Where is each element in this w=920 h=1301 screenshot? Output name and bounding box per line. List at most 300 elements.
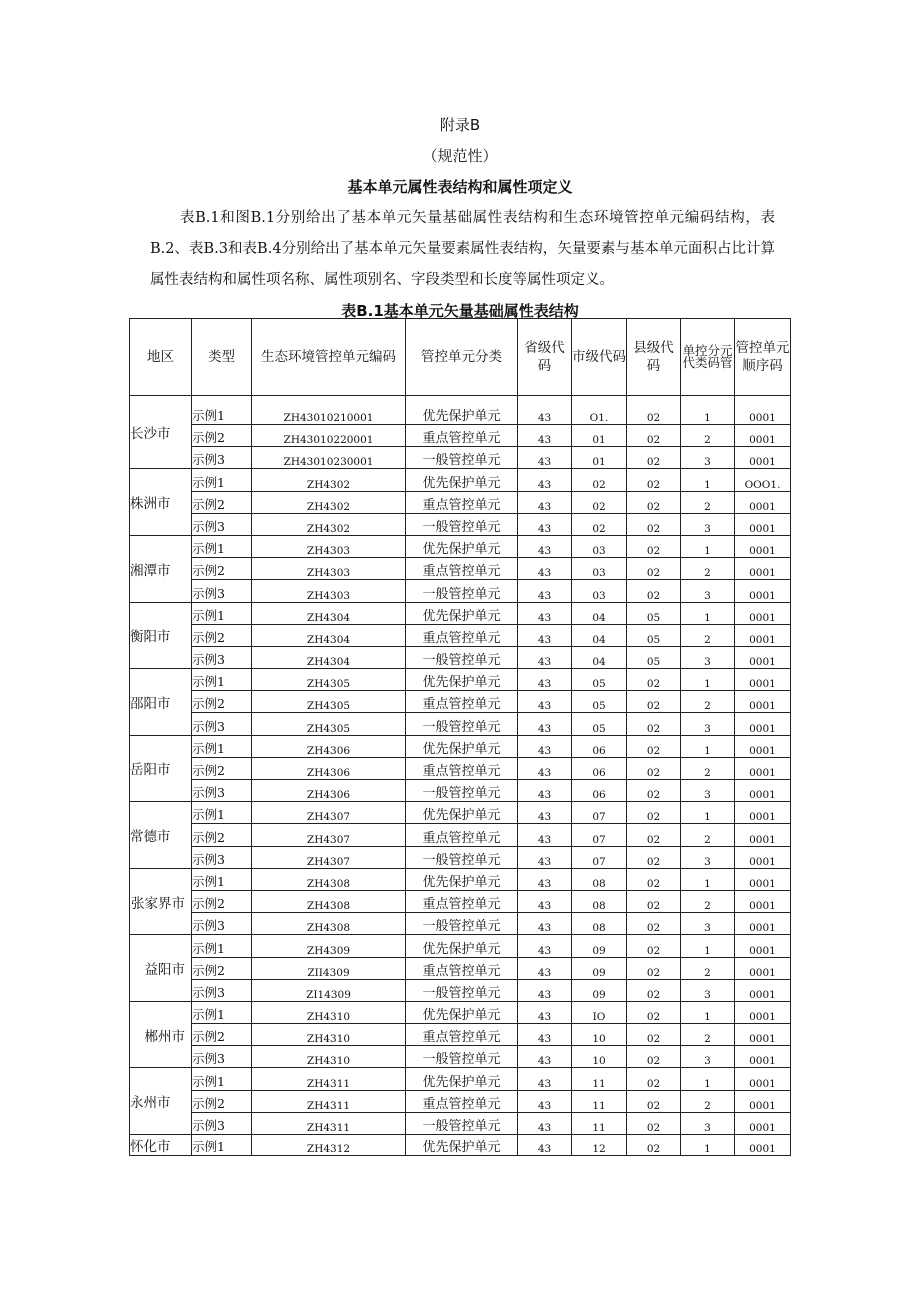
cell-province-code: 43	[518, 713, 572, 735]
cell-code: ZH4310	[252, 1046, 406, 1068]
cell-type: 示例2	[192, 824, 252, 846]
cell-category: 一般管控单元	[406, 447, 518, 469]
cell-unit-class-code: 1	[681, 535, 735, 557]
cell-category: 一般管控单元	[406, 1112, 518, 1134]
cell-category: 一般管控单元	[406, 846, 518, 868]
cell-sequence-code: 0001	[735, 558, 791, 580]
cell-type: 示例2	[192, 1024, 252, 1046]
cell-province-code: 43	[518, 802, 572, 824]
cell-code: ZH4302	[252, 513, 406, 535]
cell-category: 优先保护单元	[406, 535, 518, 557]
cell-city-code: 02	[572, 469, 627, 491]
cell-city-code: 05	[572, 713, 627, 735]
appendix-title: 附录B	[439, 116, 481, 134]
cell-province-code: 43	[518, 824, 572, 846]
cell-category: 重点管控单元	[406, 558, 518, 580]
cell-region: 怀化市	[130, 1135, 192, 1156]
cell-city-code: 03	[572, 535, 627, 557]
cell-category: 重点管控单元	[406, 624, 518, 646]
table-row	[130, 913, 791, 935]
cell-category: 优先保护单元	[406, 602, 518, 624]
table-row	[130, 735, 791, 757]
table-row	[130, 868, 791, 890]
cell-type: 示例3	[192, 846, 252, 868]
table-row	[130, 957, 791, 979]
cell-sequence-code: 0001	[735, 491, 791, 513]
cell-code: ZH4307	[252, 824, 406, 846]
cell-province-code: 43	[518, 757, 572, 779]
cell-sequence-code: 0001	[735, 802, 791, 824]
cell-category: 重点管控单元	[406, 491, 518, 513]
cell-category: 一般管控单元	[406, 580, 518, 602]
cell-type: 示例3	[192, 780, 252, 802]
header-region: 地区	[130, 319, 192, 396]
cell-province-code: 43	[518, 1135, 572, 1156]
cell-province-code: 43	[518, 1046, 572, 1068]
cell-province-code: 43	[518, 513, 572, 535]
cell-region: 岳阳市	[130, 735, 192, 802]
cell-unit-class-code: 1	[681, 802, 735, 824]
cell-county-code: 02	[627, 868, 681, 890]
cell-unit-class-code: 3	[681, 580, 735, 602]
cell-city-code: 03	[572, 558, 627, 580]
cell-code: ZH4310	[252, 1024, 406, 1046]
cell-city-code: IO	[572, 1001, 627, 1023]
cell-county-code: 02	[627, 691, 681, 713]
header-province-code: 省级代码	[518, 319, 572, 396]
cell-sequence-code: 0001	[735, 913, 791, 935]
cell-province-code: 43	[518, 979, 572, 1001]
cell-county-code: 02	[627, 580, 681, 602]
cell-type: 示例2	[192, 1090, 252, 1112]
cell-unit-class-code: 3	[681, 1046, 735, 1068]
cell-category: 优先保护单元	[406, 1001, 518, 1023]
cell-region: 湘潭市	[130, 535, 192, 602]
table-caption: 表B.1基本单元矢量基础属性表结构	[341, 302, 579, 320]
cell-category: 重点管控单元	[406, 1090, 518, 1112]
table-row	[130, 846, 791, 868]
cell-city-code: 10	[572, 1046, 627, 1068]
cell-code: ZH4308	[252, 913, 406, 935]
cell-county-code: 05	[627, 646, 681, 668]
cell-county-code: 02	[627, 802, 681, 824]
cell-sequence-code: 0001	[735, 713, 791, 735]
cell-unit-class-code: 2	[681, 957, 735, 979]
cell-code: ZI14309	[252, 979, 406, 1001]
cell-county-code: 02	[627, 1090, 681, 1112]
cell-unit-class-code: 3	[681, 447, 735, 469]
table-row	[130, 425, 791, 447]
cell-type: 示例2	[192, 624, 252, 646]
cell-sequence-code: 0001	[735, 1068, 791, 1090]
cell-unit-class-code: 3	[681, 913, 735, 935]
cell-city-code: 06	[572, 757, 627, 779]
table-row	[130, 513, 791, 535]
cell-code: ZH4311	[252, 1112, 406, 1134]
cell-county-code: 02	[627, 735, 681, 757]
cell-code: ZH4304	[252, 624, 406, 646]
table-body	[130, 396, 791, 1156]
cell-sequence-code: 0001	[735, 691, 791, 713]
cell-code: ZH4307	[252, 846, 406, 868]
cell-province-code: 43	[518, 624, 572, 646]
cell-sequence-code: 0001	[735, 646, 791, 668]
cell-city-code: 10	[572, 1024, 627, 1046]
cell-sequence-code: 0001	[735, 580, 791, 602]
cell-county-code: 02	[627, 890, 681, 912]
cell-city-code: 04	[572, 624, 627, 646]
cell-type: 示例3	[192, 1112, 252, 1134]
cell-region: 永州市	[130, 1068, 192, 1135]
cell-region: 益阳市	[130, 935, 192, 1002]
cell-province-code: 43	[518, 1112, 572, 1134]
cell-type: 示例1	[192, 602, 252, 624]
cell-city-code: 07	[572, 824, 627, 846]
cell-region: 张家界市	[130, 868, 192, 935]
cell-unit-class-code: 1	[681, 1135, 735, 1156]
cell-county-code: 02	[627, 1135, 681, 1156]
cell-type: 示例2	[192, 425, 252, 447]
cell-province-code: 43	[518, 646, 572, 668]
cell-category: 优先保护单元	[406, 669, 518, 691]
cell-category: 重点管控单元	[406, 824, 518, 846]
header-category: 管控单元分类	[406, 319, 518, 396]
cell-type: 示例1	[192, 396, 252, 425]
cell-county-code: 02	[627, 469, 681, 491]
cell-type: 示例3	[192, 913, 252, 935]
cell-county-code: 02	[627, 1068, 681, 1090]
cell-category: 优先保护单元	[406, 735, 518, 757]
section-title: 基本单元属性表结构和属性项定义	[347, 178, 573, 196]
table-row	[130, 580, 791, 602]
cell-type: 示例1	[192, 735, 252, 757]
cell-category: 一般管控单元	[406, 979, 518, 1001]
cell-unit-class-code: 2	[681, 558, 735, 580]
cell-type: 示例2	[192, 957, 252, 979]
table-header-row	[130, 319, 791, 396]
cell-type: 示例1	[192, 1001, 252, 1023]
cell-unit-class-code: 2	[681, 691, 735, 713]
cell-city-code: 02	[572, 491, 627, 513]
cell-city-code: 01	[572, 425, 627, 447]
cell-unit-class-code: 1	[681, 735, 735, 757]
table-row	[130, 1135, 791, 1156]
cell-sequence-code: 0001	[735, 425, 791, 447]
cell-code: ZH4308	[252, 890, 406, 912]
cell-sequence-code: 0001	[735, 735, 791, 757]
cell-province-code: 43	[518, 1068, 572, 1090]
table-row	[130, 757, 791, 779]
cell-unit-class-code: 2	[681, 757, 735, 779]
cell-type: 示例1	[192, 469, 252, 491]
cell-code: ZH4312	[252, 1135, 406, 1156]
cell-code: ZH4307	[252, 802, 406, 824]
cell-category: 重点管控单元	[406, 957, 518, 979]
cell-county-code: 02	[627, 491, 681, 513]
cell-type: 示例3	[192, 447, 252, 469]
cell-category: 优先保护单元	[406, 868, 518, 890]
cell-sequence-code: 0001	[735, 1046, 791, 1068]
cell-county-code: 05	[627, 624, 681, 646]
cell-unit-class-code: 2	[681, 890, 735, 912]
cell-county-code: 02	[627, 396, 681, 425]
cell-unit-class-code: 1	[681, 669, 735, 691]
header-sequence-code: 管控单元顺序码	[735, 319, 791, 396]
header-code: 生态环境管控单元编码	[252, 319, 406, 396]
cell-type: 示例3	[192, 979, 252, 1001]
cell-unit-class-code: 1	[681, 868, 735, 890]
header-type: 类型	[192, 319, 252, 396]
cell-region: 长沙市	[130, 396, 192, 469]
cell-sequence-code: 0001	[735, 602, 791, 624]
table-row	[130, 1001, 791, 1023]
cell-unit-class-code: 3	[681, 713, 735, 735]
cell-sequence-code: 0001	[735, 935, 791, 957]
cell-county-code: 02	[627, 713, 681, 735]
cell-province-code: 43	[518, 447, 572, 469]
cell-type: 示例1	[192, 868, 252, 890]
table-row	[130, 469, 791, 491]
cell-sequence-code: 0001	[735, 780, 791, 802]
cell-unit-class-code: 1	[681, 935, 735, 957]
cell-province-code: 43	[518, 868, 572, 890]
cell-province-code: 43	[518, 535, 572, 557]
cell-code: ZH4310	[252, 1001, 406, 1023]
cell-unit-class-code: 3	[681, 979, 735, 1001]
cell-category: 优先保护单元	[406, 469, 518, 491]
cell-code: ZH4303	[252, 558, 406, 580]
cell-code: ZH4308	[252, 868, 406, 890]
cell-type: 示例2	[192, 558, 252, 580]
table-row	[130, 935, 791, 957]
cell-province-code: 43	[518, 890, 572, 912]
cell-unit-class-code: 1	[681, 1001, 735, 1023]
cell-type: 示例2	[192, 691, 252, 713]
cell-type: 示例2	[192, 491, 252, 513]
cell-unit-class-code: 3	[681, 846, 735, 868]
cell-region: 常德市	[130, 802, 192, 869]
cell-unit-class-code: 1	[681, 396, 735, 425]
cell-type: 示例1	[192, 669, 252, 691]
header-city-code: 市级代码	[572, 319, 627, 396]
cell-province-code: 43	[518, 691, 572, 713]
cell-type: 示例3	[192, 580, 252, 602]
cell-sequence-code: 0001	[735, 824, 791, 846]
cell-province-code: 43	[518, 469, 572, 491]
cell-type: 示例2	[192, 890, 252, 912]
cell-county-code: 02	[627, 1112, 681, 1134]
cell-city-code: 11	[572, 1068, 627, 1090]
cell-city-code: 07	[572, 846, 627, 868]
cell-city-code: 01	[572, 447, 627, 469]
cell-sequence-code: 0001	[735, 669, 791, 691]
cell-code: ZH4305	[252, 691, 406, 713]
cell-category: 重点管控单元	[406, 757, 518, 779]
cell-sequence-code: 0001	[735, 957, 791, 979]
header-unit-class-code: 单控分元代类码管	[681, 319, 735, 396]
cell-code: ZH4303	[252, 535, 406, 557]
cell-type: 示例1	[192, 1135, 252, 1156]
cell-county-code: 02	[627, 447, 681, 469]
cell-county-code: 05	[627, 602, 681, 624]
appendix-subtitle: （规范性）	[422, 147, 498, 165]
cell-code: ZH4311	[252, 1090, 406, 1112]
cell-type: 示例3	[192, 1046, 252, 1068]
table-row	[130, 824, 791, 846]
cell-sequence-code: 0001	[735, 890, 791, 912]
table-row	[130, 447, 791, 469]
table-row	[130, 558, 791, 580]
cell-city-code: 06	[572, 780, 627, 802]
cell-unit-class-code: 1	[681, 469, 735, 491]
cell-sequence-code: 0001	[735, 535, 791, 557]
cell-type: 示例3	[192, 713, 252, 735]
cell-sequence-code: 0001	[735, 846, 791, 868]
cell-sequence-code: 0001	[735, 1024, 791, 1046]
cell-category: 一般管控单元	[406, 913, 518, 935]
cell-region: 株洲市	[130, 469, 192, 536]
cell-sequence-code: 0001	[735, 757, 791, 779]
table-row	[130, 1068, 791, 1090]
cell-region: 衡阳市	[130, 602, 192, 669]
table-row	[130, 646, 791, 668]
cell-sequence-code: 0001	[735, 624, 791, 646]
cell-sequence-code: 0001	[735, 396, 791, 425]
cell-province-code: 43	[518, 957, 572, 979]
cell-unit-class-code: 2	[681, 1090, 735, 1112]
cell-city-code: 11	[572, 1112, 627, 1134]
table-row	[130, 669, 791, 691]
attribute-table	[129, 318, 791, 1156]
cell-province-code: 43	[518, 669, 572, 691]
cell-code: ZH4303	[252, 580, 406, 602]
cell-code: ZH4306	[252, 780, 406, 802]
cell-county-code: 02	[627, 669, 681, 691]
table-row	[130, 624, 791, 646]
cell-category: 一般管控单元	[406, 1046, 518, 1068]
cell-code: ZH4302	[252, 469, 406, 491]
cell-sequence-code: 0001	[735, 868, 791, 890]
cell-county-code: 02	[627, 558, 681, 580]
table-row	[130, 396, 791, 425]
cell-category: 一般管控单元	[406, 713, 518, 735]
cell-code: ZH4311	[252, 1068, 406, 1090]
cell-code: ZH43010210001	[252, 396, 406, 425]
table-row	[130, 713, 791, 735]
cell-province-code: 43	[518, 913, 572, 935]
cell-type: 示例1	[192, 535, 252, 557]
cell-province-code: 43	[518, 1024, 572, 1046]
cell-code: ZII4309	[252, 957, 406, 979]
cell-type: 示例3	[192, 646, 252, 668]
table-row	[130, 1112, 791, 1134]
cell-category: 一般管控单元	[406, 513, 518, 535]
cell-city-code: 05	[572, 669, 627, 691]
cell-unit-class-code: 2	[681, 425, 735, 447]
cell-province-code: 43	[518, 425, 572, 447]
cell-code: ZH4305	[252, 713, 406, 735]
table-row	[130, 1046, 791, 1068]
cell-city-code: 02	[572, 513, 627, 535]
cell-county-code: 02	[627, 535, 681, 557]
cell-county-code: 02	[627, 957, 681, 979]
cell-city-code: 03	[572, 580, 627, 602]
cell-province-code: 43	[518, 735, 572, 757]
cell-city-code: 06	[572, 735, 627, 757]
cell-unit-class-code: 3	[681, 780, 735, 802]
cell-unit-class-code: 2	[681, 491, 735, 513]
cell-city-code: 05	[572, 691, 627, 713]
cell-sequence-code: 0001	[735, 1112, 791, 1134]
cell-county-code: 02	[627, 780, 681, 802]
cell-region: 郴州市	[130, 1001, 192, 1068]
cell-unit-class-code: 2	[681, 624, 735, 646]
cell-county-code: 02	[627, 425, 681, 447]
table-row	[130, 535, 791, 557]
cell-category: 优先保护单元	[406, 1068, 518, 1090]
cell-code: ZH4309	[252, 935, 406, 957]
table-row	[130, 979, 791, 1001]
cell-sequence-code: 0001	[735, 513, 791, 535]
cell-city-code: 08	[572, 890, 627, 912]
cell-category: 重点管控单元	[406, 691, 518, 713]
cell-type: 示例1	[192, 802, 252, 824]
cell-county-code: 02	[627, 979, 681, 1001]
cell-category: 优先保护单元	[406, 396, 518, 425]
cell-code: ZH4305	[252, 669, 406, 691]
cell-province-code: 43	[518, 1090, 572, 1112]
cell-sequence-code: OOO1.	[735, 469, 791, 491]
cell-sequence-code: 0001	[735, 1135, 791, 1156]
cell-county-code: 02	[627, 513, 681, 535]
cell-county-code: 02	[627, 1046, 681, 1068]
table-row	[130, 890, 791, 912]
cell-county-code: 02	[627, 846, 681, 868]
table-row	[130, 491, 791, 513]
cell-province-code: 43	[518, 558, 572, 580]
cell-county-code: 02	[627, 824, 681, 846]
cell-code: ZH4306	[252, 757, 406, 779]
cell-city-code: 09	[572, 979, 627, 1001]
intro-paragraph: 表B.1和图B.1分别给出了基本单元矢量基础属性表结构和生态环境管控单元编码结构，表B.2、表B.3和表B.4分别给出了基本单元矢量要素属性表结构，矢量要素与基本单元面积占比计算属性表结构和属性项名称、属性项别名、字段类型和长度等属性项定义。	[150, 210, 775, 288]
cell-type: 示例2	[192, 757, 252, 779]
table-row	[130, 602, 791, 624]
cell-city-code: 08	[572, 913, 627, 935]
cell-type: 示例1	[192, 1068, 252, 1090]
cell-type: 示例3	[192, 513, 252, 535]
cell-unit-class-code: 2	[681, 824, 735, 846]
cell-category: 优先保护单元	[406, 935, 518, 957]
cell-city-code: 04	[572, 646, 627, 668]
table-row	[130, 780, 791, 802]
cell-sequence-code: 0001	[735, 1001, 791, 1023]
cell-unit-class-code: 1	[681, 602, 735, 624]
cell-province-code: 43	[518, 580, 572, 602]
cell-sequence-code: 0001	[735, 1090, 791, 1112]
cell-province-code: 43	[518, 780, 572, 802]
cell-code: ZH4302	[252, 491, 406, 513]
cell-city-code: 08	[572, 868, 627, 890]
cell-city-code: 12	[572, 1135, 627, 1156]
cell-category: 优先保护单元	[406, 1135, 518, 1156]
cell-unit-class-code: 3	[681, 646, 735, 668]
header-county-code: 县级代码	[627, 319, 681, 396]
cell-sequence-code: 0001	[735, 447, 791, 469]
cell-county-code: 02	[627, 913, 681, 935]
cell-region: 邵阳市	[130, 669, 192, 736]
cell-city-code: 04	[572, 602, 627, 624]
cell-county-code: 02	[627, 1001, 681, 1023]
